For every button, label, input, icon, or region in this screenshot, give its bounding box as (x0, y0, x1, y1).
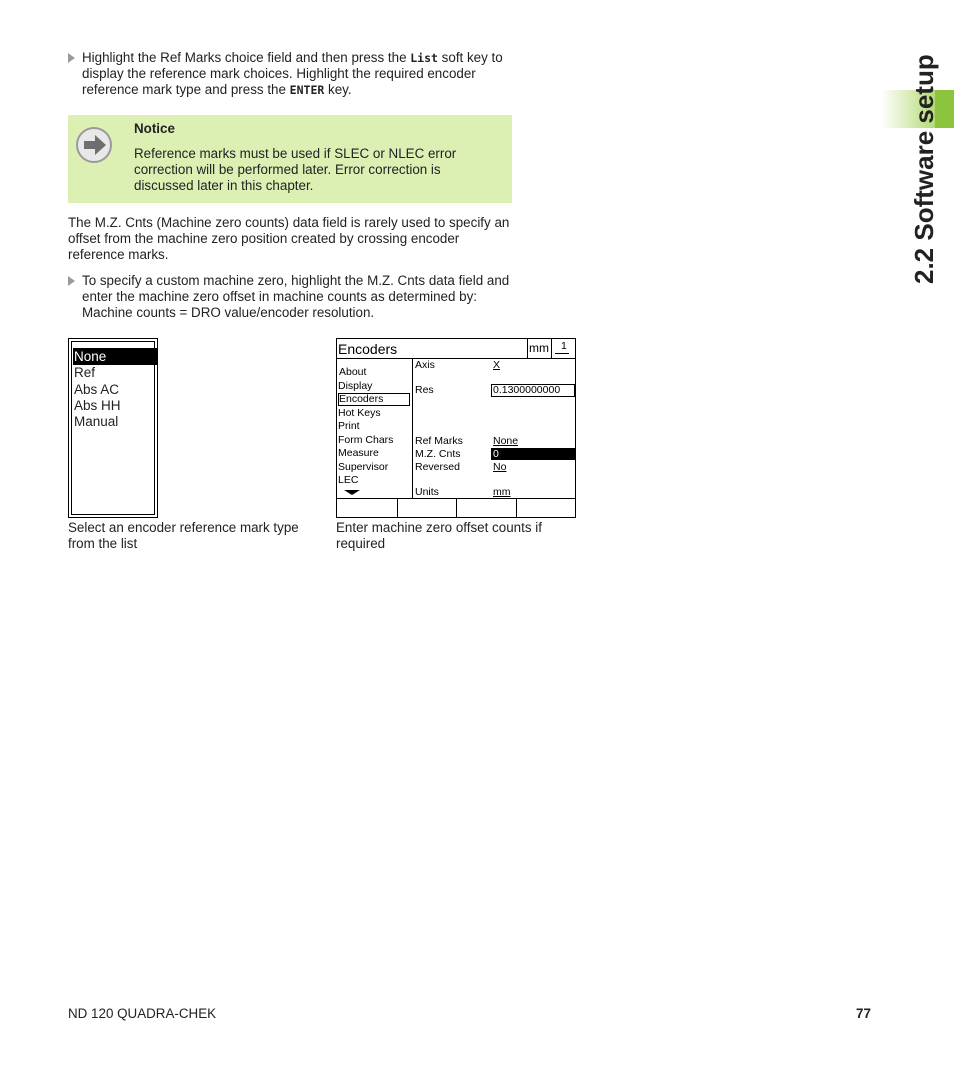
axis-badge-underline (555, 353, 569, 354)
menu-item-encoders[interactable]: Encoders (338, 393, 410, 406)
soft-key-list: List (410, 51, 438, 65)
menu-item-about[interactable]: About (339, 366, 367, 378)
ref-marks-label: Ref Marks (415, 435, 463, 447)
units-value[interactable]: mm (493, 486, 511, 498)
encoders-setup-screen (336, 338, 576, 518)
screen2-caption: Enter machine zero offset counts if required (336, 520, 542, 551)
notice-box (68, 115, 512, 203)
mz-cnts-description: The M.Z. Cnts (Machine zero counts) data field is rarely used to specify an offset from the machine zero position created by crossing encoder reference marks. (68, 215, 510, 262)
bullet-triangle-icon (68, 53, 75, 63)
screen1-caption: Select an encoder reference mark type from the list (68, 520, 299, 551)
notice-title: Notice (134, 121, 175, 136)
mz-cnts-input[interactable]: 0 (491, 448, 575, 460)
menu-divider (412, 358, 413, 498)
footer-product: ND 120 QUADRA-CHEK (68, 1006, 217, 1021)
menu-item-print[interactable]: Print (338, 420, 360, 432)
chapter-tab-title: 2.2 Software setup (909, 54, 939, 284)
badge-divider (551, 339, 552, 359)
menu-item-measure[interactable]: Measure (338, 447, 379, 459)
page-number: 77 (856, 1006, 871, 1021)
ref-mark-list-frame (71, 341, 155, 515)
menu-item-form-chars[interactable]: Form Chars (338, 434, 394, 446)
axis-badge: 1 (561, 340, 567, 352)
softkey-3[interactable] (457, 499, 516, 517)
bullet-triangle-icon (68, 276, 75, 286)
reversed-value[interactable]: No (493, 461, 507, 473)
axis-label: Axis (415, 359, 435, 371)
menu-item-supervisor[interactable]: Supervisor (338, 461, 389, 473)
arrow-right-icon (76, 127, 112, 163)
ref-mark-option-abs-ac[interactable]: Abs AC (74, 382, 120, 397)
unit-badge: mm (529, 341, 549, 355)
notice-body: Reference marks must be used if SLEC or NLEC error correction will be performed later. Error correction is discussed later in this chapter. (134, 146, 457, 193)
ref-marks-value[interactable]: None (493, 435, 519, 447)
units-label: Units (415, 486, 439, 498)
softkey-2[interactable] (398, 499, 456, 517)
mz-cnts-label: M.Z. Cnts (415, 448, 461, 460)
ref-mark-list-screen (68, 338, 158, 518)
title-divider (527, 339, 528, 359)
title-separator (337, 358, 575, 359)
softkey-4[interactable] (517, 499, 575, 517)
menu-item-display[interactable]: Display (338, 380, 373, 392)
menu-item-hot-keys[interactable]: Hot Keys (338, 407, 381, 419)
res-label: Res (415, 384, 434, 396)
ref-mark-option-ref[interactable]: Ref (74, 365, 96, 380)
step-highlight-ref-marks: Highlight the Ref Marks choice field and then press the List soft key to display the reference mark choices. Highlight the required encoder reference mark type and press the ENTER key. (68, 50, 513, 98)
axis-value[interactable]: X (493, 359, 501, 371)
softkey-1[interactable] (337, 499, 397, 517)
reversed-label: Reversed (415, 461, 460, 473)
ref-mark-option-none[interactable]: None (73, 348, 158, 365)
ref-mark-option-abs-hh[interactable]: Abs HH (74, 398, 121, 413)
step-custom-machine-zero: To specify a custom machine zero, highlight the M.Z. Cnts data field and enter the machine zero offset in machine counts as determined by: Machine counts = DRO value/encoder resolution. (68, 273, 513, 321)
scroll-down-icon[interactable] (344, 490, 360, 496)
menu-item-lec[interactable]: LEC (338, 474, 359, 486)
ref-mark-option-manual[interactable]: Manual (74, 414, 119, 429)
res-input[interactable]: 0.1300000000 (491, 384, 575, 397)
key-enter: ENTER (289, 83, 325, 97)
screen-title: Encoders (338, 341, 398, 357)
